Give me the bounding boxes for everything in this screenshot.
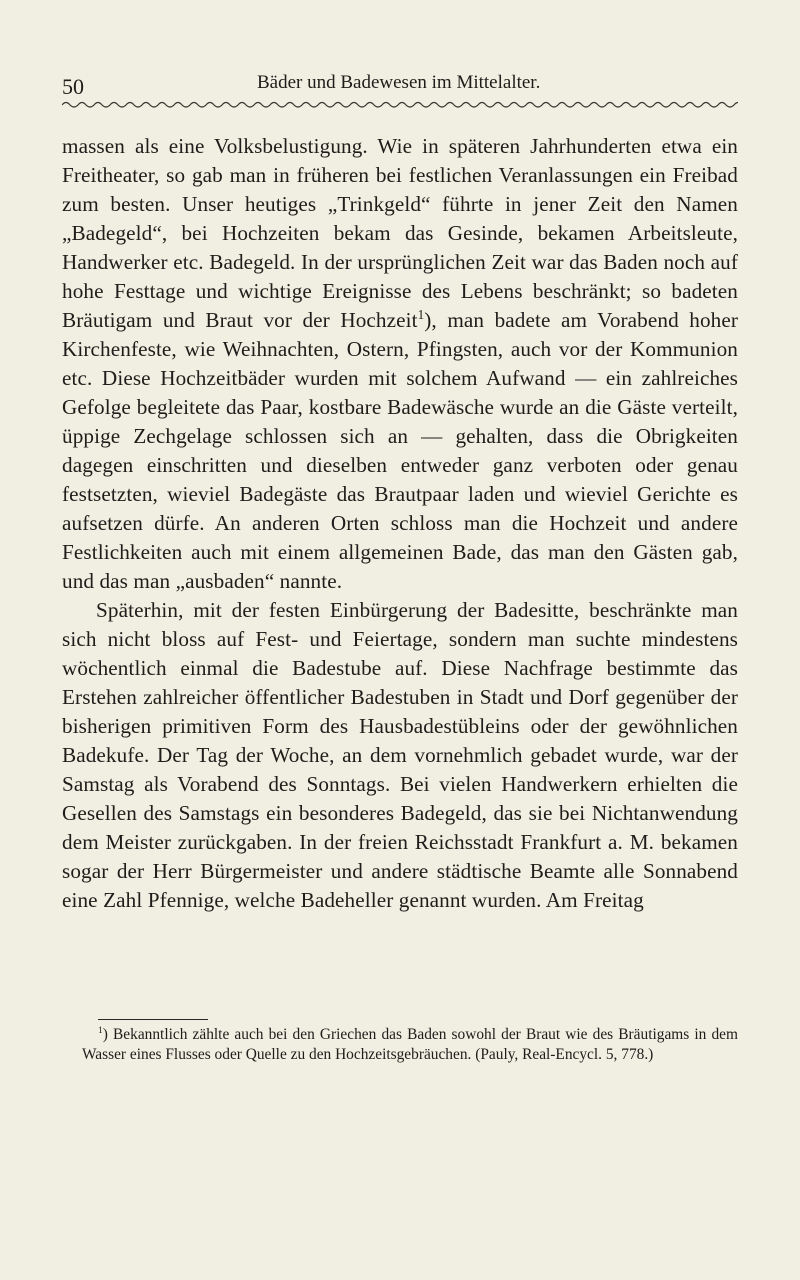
footnote-text: ) Bekanntlich zählte auch bei den Griechen das Baden sowohl der Braut wie des Bräutigams in dem Wasser eines Flusses oder Quelle zu den Hochzeitsgebräuchen. (Pauly, Real-Encycl. 5, 778.) (82, 1026, 738, 1063)
page-number: 50 (62, 74, 84, 99)
paragraph-text: ), man badete am Vorabend hoher Kirchenfeste, wie Weihnachten, Ostern, Pfingsten, auch vor der Kommunion etc. Diese Hochzeitbäder wurden mit solchem Aufwand — ein zahlreiches Gefolge begleitete das Paar, kostbare Badewäsche wurde an die Gäste verteilt, üppige Zechgelage schlossen sich an — gehalten, dass die Obrigkeiten dagegen einschritten und dieselben entweder ganz verboten oder genau festsetzten, wieviel Badegäste das Brautpaar laden und wieviel Gerichte es aufsetzen dürfe. An anderen Orten schloss man die Hochzeit und andere Festlichkeiten auch mit einem allgemeinen Bade, das man den Gästen gab, und das man „ausbaden“ nannte. (62, 308, 738, 593)
body-text (62, 132, 738, 915)
footnote-marker: 1 (98, 1024, 103, 1036)
footnote (82, 1025, 738, 1064)
running-title: Bäder und Badewesen im Mittelalter. (257, 72, 541, 93)
footnote-reference[interactable]: 1 (417, 306, 425, 322)
paragraph: Späterhin, mit der festen Einbürgerung der Badesitte, beschränkte man sich nicht bloss auf Fest- und Feiertage, sondern man suchte mindestens wöchentlich einmal die Badestube auf. Diese Nachfrage bestimmte das Erstehen zahlreicher öffentlicher Badestuben in Stadt und Dorf gegenüber der bisherigen primitiven Form des Hausbadestübleins oder der gewöhnlichen Badekufe. Der Tag der Woche, an dem vornehmlich gebadet wurde, war der Samstag als Vorabend des Sonntags. Bei vielen Handwerkern erhielten die Gesellen des Samstags ein besonderes Badegeld, das sie bei Nichtanwendung dem Meister zurückgaben. In der freien Reichsstadt Frankfurt a. M. bekamen sogar der Herr Bürgermeister und andere städtische Beamte alle Sonnabend eine Zahl Pfennige, welche Badeheller genannt wurden. Am Freitag (62, 598, 738, 912)
footnote-divider (98, 1019, 208, 1020)
paragraph (62, 132, 738, 596)
wavy-rule-ornament (62, 98, 738, 112)
paragraph-text: massen als eine Volksbelustigung. Wie in späteren Jahrhunderten etwa ein Freitheater, so gab man in früheren bei festlichen Veranlassungen ein Freibad zum besten. Unser heutiges „Trinkgeld“ führte in jener Zeit den Namen „Badegeld“, bei Hochzeiten bekam das Gesinde, bekamen Arbeitsleute, Handwerker etc. Badegeld. In der ursprünglichen Zeit war das Baden noch auf hohe Festtage und wichtige Ereignisse des Lebens beschränkt; so badeten Bräutigam und Braut vor der Hochzeit (62, 134, 738, 332)
